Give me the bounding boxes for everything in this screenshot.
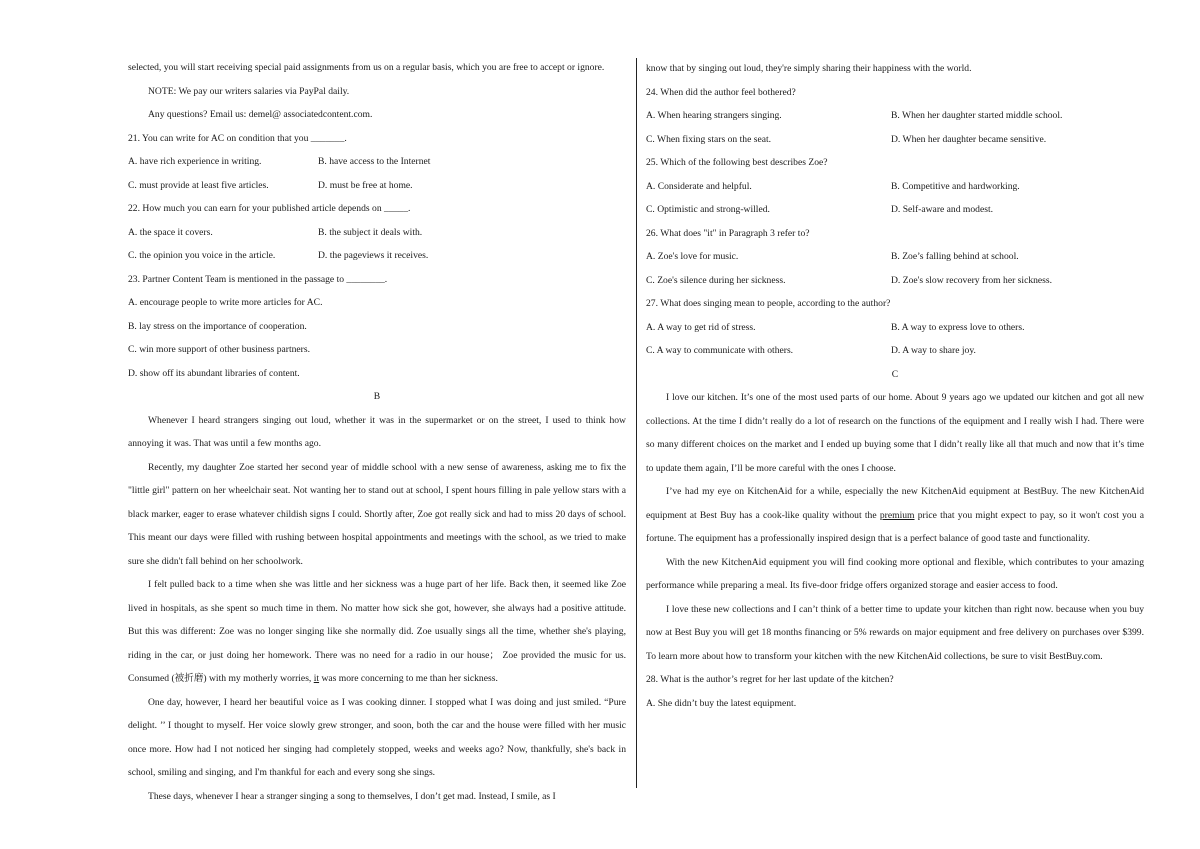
option-a: A. have rich experience in writing. bbox=[128, 156, 262, 167]
options-row bbox=[646, 245, 1144, 269]
option-d: D. must be free at home. bbox=[318, 179, 413, 191]
option-c: C. win more support of other business partners. bbox=[128, 344, 310, 355]
option-d: D. When her daughter became sensitive. bbox=[891, 133, 1047, 145]
options-row bbox=[128, 244, 626, 268]
option-b: B. lay stress on the importance of cooperation. bbox=[128, 320, 307, 332]
column-divider bbox=[636, 58, 637, 788]
option-a: A. the space it covers. bbox=[128, 226, 213, 238]
options-row bbox=[128, 221, 626, 245]
option-b: B. Competitive and hardworking. bbox=[891, 180, 1020, 192]
paragraph-5: These days, whenever I hear a stranger singing a song to themselves, I don’t get mad. Instead, I smile, as I bbox=[148, 790, 556, 802]
underlined-word-premium: premium bbox=[879, 509, 915, 521]
underlined-word-it: it bbox=[313, 673, 320, 684]
option-b: B. have access to the Internet bbox=[318, 156, 431, 167]
option-b: B. the subject it deals with. bbox=[318, 226, 423, 238]
options-row bbox=[128, 174, 626, 198]
text-line: selected, you will start receiving special paid assignments from us on a regular basis, which you are free to accept or ignore. bbox=[128, 62, 605, 73]
option-d: D. A way to share joy. bbox=[891, 345, 976, 356]
paragraph-1: Whenever I heard strangers singing out loud, whether it was in the supermarket or on the street, I used to think how annoying it was. That was until a few months ago. bbox=[128, 414, 626, 449]
option-b: B. When her daughter started middle school. bbox=[891, 110, 1063, 121]
option-d: D. Zoe's slow recovery from her sickness. bbox=[891, 274, 1053, 286]
option-d: D. the pageviews it receives. bbox=[318, 250, 429, 261]
question-28: 28. What is the author’s regret for her last update of the kitchen? bbox=[646, 674, 894, 685]
section-heading-c: C bbox=[891, 368, 899, 380]
section-heading-b: B bbox=[373, 391, 381, 402]
option-a: A. Considerate and helpful. bbox=[646, 180, 752, 192]
option-c: C. must provide at least five articles. bbox=[128, 179, 269, 191]
paragraph-3-part-1: I felt pulled back to a time when she was little and her sickness was a huge part of her life. Back then, it seemed like Zoe lived in hospitals, as she spent so much time in them. No matter how sick she got, however, she always had a positive attitude. But this was different: Zoe was no longer singing like she normally did. Zoe usually sings all the time, whether she's playing, riding in the car, or just doing her homework. There was no need for a radio in our house； Zoe provided the music for us. Consumed (被折磨) with my motherly worries, bbox=[128, 579, 626, 684]
question-24: 24. When did the author feel bothered? bbox=[646, 86, 796, 98]
option-b: B. A way to express love to others. bbox=[891, 321, 1025, 333]
options-row bbox=[128, 150, 626, 174]
text-line: know that by singing out loud, they're simply sharing their happiness with the world. bbox=[646, 63, 972, 74]
paragraph-2: Recently, my daughter Zoe started her second year of middle school with a new sense of awareness, asking me to fix the "little girl" pattern on her wheelchair seat. Not wanting her to stand out at school, I spent hours filling in pale yellow stars with a black marker, eager to erase whatever childish signs I could. Shortly after, Zoe got really sick and had to miss 20 days of school. This meant our days were filled with rushing between hospital appointments and meetings with the school, as we tried to make sure she didn't fall behind on her schoolwork. bbox=[128, 461, 626, 567]
paragraph-c3: With the new KitchenAid equipment you will find cooking more optional and flexible, which contributes to your amazing performance while preparing a meal. Its five-door fridge offers organized storage and easier access to food. bbox=[646, 556, 1144, 591]
question-21: 21. You can write for AC on condition that you _______. bbox=[128, 132, 347, 144]
option-d: D. Self-aware and modest. bbox=[891, 204, 994, 215]
option-a: A. encourage people to write more articles for AC. bbox=[128, 297, 323, 308]
option-a: A. A way to get rid of stress. bbox=[646, 321, 756, 333]
options-row bbox=[646, 316, 1144, 340]
paragraph-c4: I love these new collections and I can’t think of a better time to update your kitchen than right now. because when you buy now at Best Buy you will get 18 months financing or 5% rewards on major equipment and free delivery on purchases over $399. To learn more about how to transform your kitchen with the new KitchenAid collections, be sure to visit BestBuy.com. bbox=[646, 603, 1144, 662]
option-c: C. A way to communicate with others. bbox=[646, 345, 794, 356]
paragraph-c2-part-1: I’ve had my eye on KitchenAid for a while, especially the new KitchenAid equipment at BestBuy. The new KitchenAid equipment at Best Buy has a cook-like quality without the bbox=[646, 486, 1144, 521]
note-line: NOTE: We pay our writers salaries via PayPal daily. bbox=[148, 85, 350, 97]
option-a: A. She didn’t buy the latest equipment. bbox=[646, 697, 797, 709]
question-22: 22. How much you can earn for your published article depends on _____. bbox=[128, 203, 411, 214]
options-row bbox=[646, 128, 1144, 152]
question-23: 23. Partner Content Team is mentioned in the passage to ________. bbox=[128, 273, 388, 285]
left-column bbox=[128, 56, 626, 808]
option-a: A. Zoe's love for music. bbox=[646, 251, 739, 262]
question-25: 25. Which of the following best describes Zoe? bbox=[646, 157, 828, 168]
question-27: 27. What does singing mean to people, according to the author? bbox=[646, 298, 891, 309]
paragraph-c2-part-2: price that you might expect to pay, so it won't cost you a fortune. The equipment has a professionally inspired design that is a perfect balance of good taste and functionality. bbox=[646, 509, 1144, 544]
options-row bbox=[646, 339, 1144, 363]
email-line: Any questions? Email us: demel@ associatedcontent.com. bbox=[148, 109, 373, 120]
paragraph-4: One day, however, I heard her beautiful voice as I was cooking dinner. I stopped what I was doing and just smiled. “Pure delight. ’’ I thought to myself. Her voice slowly grew stronger, and soon, both the car and the house were filled with her music once more. How had I not noticed her singing had completely stopped, weeks and weeks ago? Now, thankfully, she's back in school, smiling and singing, and I'm thankful for each and every song she sings. bbox=[128, 696, 626, 778]
option-a: A. When hearing strangers singing. bbox=[646, 110, 782, 121]
options-row bbox=[646, 198, 1144, 222]
right-column bbox=[646, 57, 1144, 715]
options-row bbox=[646, 269, 1144, 293]
options-row bbox=[646, 175, 1144, 199]
paragraph-3 bbox=[128, 573, 626, 691]
paragraph-c2 bbox=[646, 480, 1144, 551]
option-b: B. Zoe’s falling behind at school. bbox=[891, 251, 1019, 262]
option-d: D. show off its abundant libraries of content. bbox=[128, 367, 300, 379]
options-row bbox=[646, 104, 1144, 128]
question-26: 26. What does "it" in Paragraph 3 refer to? bbox=[646, 227, 810, 239]
paragraph-3-part-2: was more concerning to me than her sickness. bbox=[319, 673, 498, 684]
option-c: C. Zoe's silence during her sickness. bbox=[646, 274, 786, 286]
option-c: C. Optimistic and strong-willed. bbox=[646, 204, 770, 215]
option-c: C. the opinion you voice in the article. bbox=[128, 250, 276, 261]
paragraph-c1: I love our kitchen. It’s one of the most used parts of our home. About 9 years ago we updated our kitchen and got all new collections. At the time I didn’t really do a lot of research on the functions of the equipment and I really wish I had. There were so many different choices on the market and I ended up buying some that I didn’t really like all that much and now that it’s time to update them again, I’ll be more careful with the ones I choose. bbox=[646, 392, 1144, 474]
option-c: C. When fixing stars on the seat. bbox=[646, 133, 772, 145]
